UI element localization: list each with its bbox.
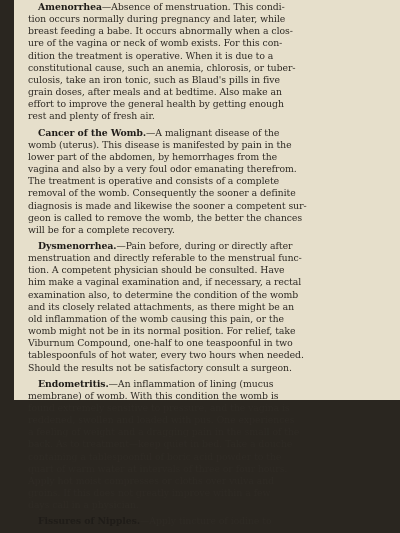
entry-line (28, 277, 388, 289)
entry-line (28, 290, 388, 302)
entry-line (28, 439, 388, 451)
entry-line (28, 350, 388, 362)
entry-line-text: menstruation and directly referable to the menstrual func- (28, 253, 302, 265)
entry-line-text: membrane) of womb. With this condition the womb is (28, 390, 279, 402)
entry-line-text: Should the results not be satisfactory consult a surgeon. (28, 362, 292, 374)
entry-line (28, 14, 388, 26)
entry-line-text: tion occurs normally during pregnancy and later, while (28, 14, 286, 26)
entry-line-text: —Apply tincture of iodine to (140, 516, 272, 528)
entry-line (28, 176, 388, 188)
entry-line (28, 87, 388, 99)
entry-line (28, 63, 388, 75)
entry-line-text: quart of warm water at intervals of three or four hours. (28, 463, 288, 475)
entry-line (28, 51, 388, 63)
entry-line-text: womb might not be in its normal position. For relief, take (28, 326, 296, 338)
entry-line-text: constitutional cause, such an anemia, chlorosis, or tuber- (28, 62, 296, 74)
entry-line (28, 427, 388, 439)
entry-line-text: —A malignant disease of the (146, 127, 280, 139)
entry-line (28, 464, 388, 476)
entry-line-text: rest and plenty of fresh air. (28, 111, 155, 123)
entry-line (28, 391, 388, 403)
entry-line-text: him make a vaginal examination and, if necessary, a rectal (28, 277, 302, 289)
book-page (14, 0, 400, 528)
entry-line (28, 111, 388, 123)
entry-line-text: —An inflammation of lining (mucus (108, 378, 274, 390)
entry-line (28, 500, 388, 512)
entry-line (28, 188, 388, 200)
entry-line-text: The treatment is operative and consists of a complete (28, 176, 280, 188)
entry-line-text: will be for a complete recovery. (28, 224, 175, 236)
entry-line (28, 128, 388, 140)
entry-line-text: diagnosis is made and likewise the sooner a competent sur- (28, 200, 307, 212)
entry-line-text: groins. If this does not greatly improve within a few (28, 488, 271, 500)
entry-line-text: geon is called to remove the womb, the better the chances (28, 212, 303, 224)
entry-line-text: —Absence of menstruation. This condi- (101, 2, 285, 13)
entry-line (28, 213, 388, 225)
entry-1 (28, 2, 388, 124)
entry-line-text: and its closely related attachments, as there might be an (28, 301, 295, 313)
entry-line-text: breast feeding a babe. It occurs abnormally when a clos- (28, 26, 293, 38)
entry-line-text: old inflammation of the womb causing this pain, or the (28, 313, 284, 325)
entry-heading: Dysmenorrhea. (38, 240, 117, 252)
entry-line (28, 38, 388, 50)
entry-line-text: examination also, to determine the condition of the womb (28, 289, 299, 301)
entry-line-text: found extremely sensitive to pressure, and the vagina is (28, 403, 290, 414)
entry-line-text: effort to improve the general health by getting enough (28, 99, 284, 111)
entry-line-text: tion. A competent physician should be consulted. Have (28, 265, 285, 277)
entry-line (28, 241, 388, 253)
entry-line-text: Viburnum Compound, one-half to one teaspoonful in two (28, 338, 293, 350)
entry-line-text: Apply hot moist compresses or cloths over vulva and (28, 475, 275, 487)
entry-line (28, 363, 388, 375)
entry-line (28, 338, 388, 350)
entry-line (28, 326, 388, 338)
entry-line-text: womb (uterus). This disease is manifested by pain in the (28, 139, 292, 151)
entry-line (28, 488, 388, 500)
entry-2 (28, 128, 388, 237)
entry-line-text: culosis, take an iron tonic, such as Blaud's pills in five (28, 74, 280, 86)
entry-line-text: back. As to treatment—keep quiet in bed. Take a douche (28, 439, 293, 451)
entry-line (28, 26, 388, 38)
entry-5 (28, 516, 388, 528)
entry-line (28, 379, 388, 391)
entry-line-text: grain doses, after meals and at bedtime. Also make an (28, 87, 282, 99)
entry-line (28, 152, 388, 164)
entry-line (28, 415, 388, 427)
entry-line-text: ure of the vagina or neck of womb exists. For this con- (28, 38, 283, 50)
entry-line (28, 225, 388, 237)
entry-heading: Endometritis. (38, 378, 109, 390)
entry-line (28, 253, 388, 265)
entry-line (28, 302, 388, 314)
entry-line-text: tablespoonfuls of hot water, every two hours when needed. (28, 350, 304, 362)
page-text (28, 2, 388, 533)
entry-heading: Amenorrhea (38, 2, 102, 13)
entry-line (28, 476, 388, 488)
entry-line-text: reddened, swollen and loaded with pus. One experiences (28, 415, 295, 427)
entry-line-text: lower part of the abdomen, by hemorrhages from the (28, 151, 278, 163)
entry-line-text: containing a tablespoonful of boric acid powder to the (28, 451, 282, 463)
entry-heading: Cancer of the Womb. (38, 127, 147, 139)
entry-line-text: a feeling of weight and a dragging pain in the small of the (28, 427, 300, 439)
entry-line (28, 314, 388, 326)
entry-heading: Fissures of Nipples. (38, 516, 141, 528)
entry-line (28, 2, 388, 14)
entry-line (28, 201, 388, 213)
entry-line (28, 75, 388, 87)
entry-3 (28, 241, 388, 375)
entry-line (28, 164, 388, 176)
entry-line (28, 452, 388, 464)
entry-line-text: vagina and also by a very foul odor emanating therefrom. (28, 164, 297, 176)
entry-line-text: —Pain before, during or directly after (116, 240, 293, 252)
entry-line-text: dition the treatment is operative. When it is due to a (28, 50, 274, 62)
entry-line (28, 403, 388, 415)
entry-line-text: removal of the womb. Consequently the sooner a definite (28, 188, 296, 200)
entry-line-text: days call in a physician. (28, 500, 139, 512)
entry-line (28, 516, 388, 528)
entry-4 (28, 379, 388, 513)
entry-line (28, 265, 388, 277)
entry-line (28, 99, 388, 111)
entry-line (28, 140, 388, 152)
